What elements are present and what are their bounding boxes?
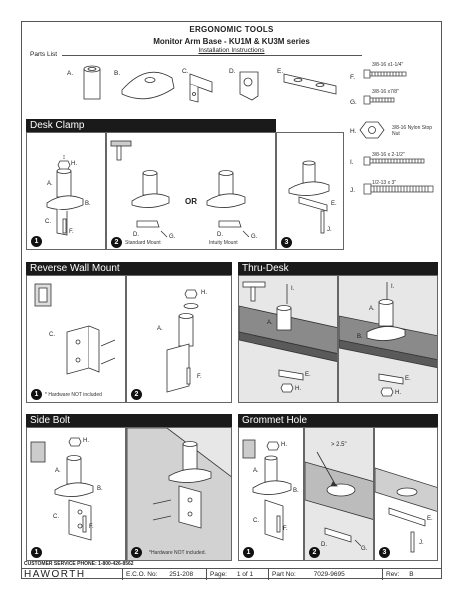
grommet-step-2-badge: 2 <box>309 547 320 558</box>
thru-desk-label-h: H. <box>295 386 301 392</box>
side-bolt-step-1-badge: 1 <box>31 547 42 558</box>
page-label: Page: <box>210 571 227 578</box>
revision-cell <box>382 569 441 580</box>
grommet-label-a: A. <box>253 468 259 474</box>
reverse-wall-step-2-badge: 2 <box>131 389 142 400</box>
reverse-wall-step-2-panel <box>126 275 232 403</box>
desk-clamp-label-f: F. <box>69 229 74 235</box>
desk-clamp-step-1-panel <box>26 132 106 250</box>
eco-value: 251-208 <box>169 571 194 578</box>
parts-list-label: Parts List <box>30 51 58 58</box>
grommet-label-f: F. <box>283 526 288 532</box>
grommet-label-g: G. <box>361 546 368 552</box>
desk-clamp-label-e: E. <box>331 201 337 207</box>
part-h-label: H. <box>350 128 357 135</box>
part-e-label: E. <box>277 68 284 75</box>
grommet-step-1-badge: 1 <box>243 547 254 558</box>
desk-clamp-step-2-badge: 2 <box>111 237 122 248</box>
part-b-drawing <box>122 72 174 99</box>
side-bolt-label-h: H. <box>83 438 89 444</box>
thru-desk-step2-label-a: A. <box>369 306 375 312</box>
grommet-label-c: C. <box>253 518 259 524</box>
part-a-drawing <box>84 66 100 99</box>
part-e-drawing <box>284 74 336 94</box>
part-d-label: D. <box>229 68 236 75</box>
part-j-spec: 1/2-13 x 3" <box>372 180 397 186</box>
part-j-drawing <box>364 184 433 194</box>
reverse-wall-label-h: H. <box>201 290 207 296</box>
part-c-drawing <box>190 74 212 102</box>
title-block <box>22 568 441 579</box>
customer-service-phone: CUSTOMER SERVICE PHONE: 1-800-426-8562 <box>24 561 134 567</box>
revision-value: B <box>409 571 414 578</box>
desk-clamp-label-b: B. <box>85 201 91 207</box>
side-bolt-step-2-panel <box>126 427 232 561</box>
thru-desk-step-2-panel <box>338 275 438 403</box>
grommet-dimension-label: > 2.5" <box>331 442 347 448</box>
thru-desk-label-i: I. <box>291 286 295 292</box>
desk-clamp-step-3-panel <box>276 132 344 250</box>
thru-desk-step2-label-h: H. <box>395 390 401 396</box>
side-bolt-step-1-panel <box>26 427 126 561</box>
grommet-label-e: E. <box>427 516 433 522</box>
part-i-drawing <box>364 157 424 165</box>
thru-desk-step2-label-b: B. <box>357 334 363 340</box>
thru-desk-label-e: E. <box>305 372 311 378</box>
desk-clamp-step2-label-g2: G. <box>251 234 258 240</box>
reverse-wall-label-c: C. <box>49 332 55 338</box>
eco-cell <box>122 569 206 580</box>
product-title: Monitor Arm Base - KU1M & KU3M series <box>153 37 310 46</box>
section-thru-desk-title: Thru-Desk <box>238 262 438 275</box>
part-a-label: A. <box>67 70 74 77</box>
section-grommet-hole-title: Grommet Hole <box>238 414 438 427</box>
grommet-label-b: B. <box>293 488 299 494</box>
desk-clamp-step-1-badge: 1 <box>31 236 42 247</box>
desk-clamp-step2-label-g: G. <box>169 234 176 240</box>
desk-clamp-label-a: A. <box>47 181 53 187</box>
side-bolt-label-b: B. <box>97 486 103 492</box>
thru-desk-step-1-panel <box>238 275 338 403</box>
part-h-spec: 3/8-16 Nylon Stop Nut <box>392 125 433 137</box>
reverse-wall-label-f: F. <box>197 374 202 380</box>
section-side-bolt-title: Side Bolt <box>26 414 232 427</box>
part-number-cell <box>268 569 382 580</box>
document-subtitle: Installation Instructions <box>198 47 265 54</box>
section-reverse-wall-mount-title: Reverse Wall Mount <box>26 262 232 275</box>
desk-clamp-step-2-panel <box>106 132 276 250</box>
part-f-label: F. <box>350 74 356 81</box>
revision-label: Rev: <box>386 571 400 578</box>
desk-clamp-step2-label-d: D. <box>133 232 139 238</box>
part-number-label: Part No: <box>272 571 296 578</box>
part-g-drawing <box>364 96 394 104</box>
part-b-label: B. <box>114 70 121 77</box>
desk-clamp-label-j: J. <box>327 227 332 233</box>
side-bolt-label-c: C. <box>53 514 59 520</box>
eco-label: E.C.O. No: <box>126 571 158 578</box>
haworth-logo: HAWORTH <box>24 569 86 580</box>
grommet-step-3-badge: 3 <box>379 547 390 558</box>
part-number-value: 7029-9695 <box>313 571 345 578</box>
grommet-label-h: H. <box>281 442 287 448</box>
desk-clamp-label-c: C. <box>45 219 51 225</box>
part-f-drawing <box>364 70 406 78</box>
grommet-label-d: D. <box>321 542 327 548</box>
mount-or-label: OR <box>185 197 197 206</box>
section-desk-clamp-title: Desk Clamp <box>26 119 276 132</box>
grommet-hole-step-1-panel <box>238 427 304 561</box>
brand-title: ERGONOMIC TOOLS <box>189 25 274 34</box>
part-i-spec: 3/8-16 x 2-1/2" <box>372 152 405 158</box>
grommet-hole-step-2-panel <box>304 427 374 561</box>
desk-clamp-step-3-badge: 3 <box>281 237 292 248</box>
part-g-label: G. <box>350 99 357 106</box>
reverse-wall-hardware-note: * Hardware NOT included <box>45 392 102 398</box>
side-bolt-hardware-note: *Hardware NOT included. <box>149 550 206 556</box>
reverse-wall-label-a: A. <box>157 326 163 332</box>
side-bolt-label-a: A. <box>55 468 61 474</box>
page-value: 1 of 1 <box>236 571 254 578</box>
thru-desk-label-a: A. <box>267 320 273 326</box>
thru-desk-step2-label-i: I. <box>391 284 395 290</box>
standard-mount-caption: Standard Mount <box>125 240 161 246</box>
page-cell <box>206 569 268 580</box>
part-i-label: I. <box>350 159 354 166</box>
side-bolt-step-2-badge: 2 <box>131 547 142 558</box>
desk-clamp-label-h: H. <box>71 161 77 167</box>
part-g-spec: 3/8-16 x7/8" <box>372 89 399 95</box>
part-f-spec: 3/8-16 x1-1/4" <box>372 62 404 68</box>
thru-desk-step2-label-e: E. <box>405 376 411 382</box>
part-h-drawing <box>360 122 384 138</box>
side-bolt-label-f: F. <box>89 524 94 530</box>
grommet-label-j: J. <box>419 540 424 546</box>
part-j-label: J. <box>350 187 356 194</box>
part-c-label: C. <box>182 68 189 75</box>
desk-clamp-step2-label-d2: D. <box>217 232 223 238</box>
reverse-wall-step-1-panel <box>26 275 126 403</box>
part-d-drawing <box>240 72 258 100</box>
reverse-wall-step-1-badge: 1 <box>31 389 42 400</box>
intuity-mount-caption: Intuity Mount <box>209 240 238 246</box>
grommet-hole-step-3-panel <box>374 427 438 561</box>
instruction-sheet <box>21 21 442 579</box>
